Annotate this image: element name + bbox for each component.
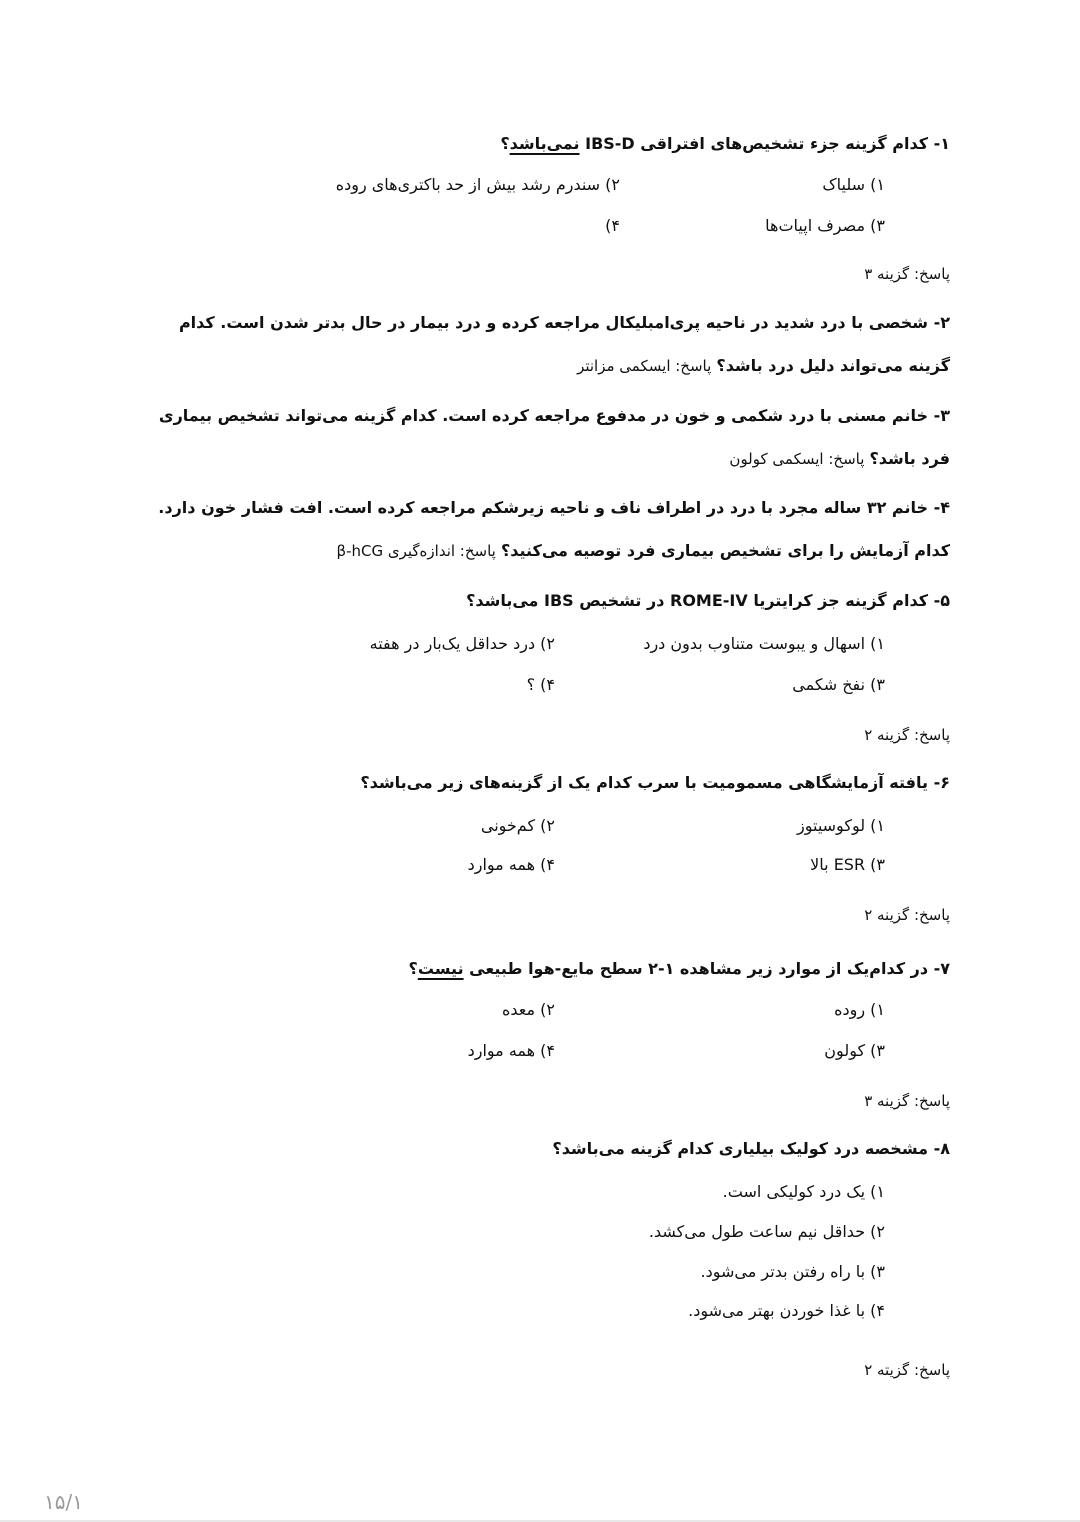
option: ۴) [605,216,620,235]
question-4-line-1: ۴- خانم ۳۲ ساله مجرد با درد در اطراف ناف و ناحیه زیرشکم مراجعه کرده است. افت فشار خون دارد. [158,498,950,517]
question-5: ۵- کدام گزینه جز کرایتریا ROME-IV در تشخیص IBS می‌باشد؟ [466,591,950,610]
option: ۳) ESR بالا [810,855,885,874]
option: ۴) با غذا خوردن بهتر می‌شود. [688,1301,885,1320]
question-mark: ؟ [500,134,510,153]
option: ۲) سندرم رشد بیش از حد باکتری‌های روده [335,175,620,194]
answer: پاسخ: گزینه ۲ [864,726,950,744]
question-3-line-1: ۳- خانم مسنی با درد شکمی و خون در مدفوع مراجعه کرده است. کدام گزینه می‌تواند تشخیص بیماری [158,406,950,425]
question-1 [500,132,950,156]
answer: پاسخ: ایسکمی مزانتر [577,357,712,375]
question-emphasis: نیست [417,959,464,978]
option: ۱) یک درد کولیکی است. [722,1182,885,1201]
option: ۴) ؟ [526,675,555,694]
option: ۱) اسهال و یبوست متناوب بدون درد [643,634,885,653]
question-text: فرد باشد؟ [869,449,950,468]
question-text: گزینه می‌تواند دلیل درد باشد؟ [716,356,950,375]
question-text: کدام آزمایش را برای تشخیص بیماری فرد توصیه می‌کنید؟ [500,541,950,560]
question-4-line-2 [337,539,951,563]
option: ۲) کم‌خونی [480,816,555,835]
question-emphasis: نمی‌باشد [509,134,580,153]
option: ۲) حداقل نیم ساعت طول می‌کشد. [648,1222,885,1241]
question-6: ۶- یافته آزمایشگاهی مسمومیت با سرب کدام یک از گزینه‌های زیر می‌باشد؟ [360,773,950,792]
question-3-line-2 [729,447,950,471]
option: ۱) لوکوسیتوز [797,816,885,835]
answer: پاسخ: گزینه ۳ [864,1092,950,1110]
question-8: ۸- مشخصه درد کولیک بیلیاری کدام گزینه می‌باشد؟ [552,1139,950,1158]
question-text: ۷- در کدام‌یک از موارد زیر مشاهده ۱-۲ سطح مایع-هوا طبیعی [463,959,950,978]
answer: پاسخ: ایسکمی کولون [729,450,865,468]
question-7 [409,957,950,981]
answer: پاسخ: گزیته ۲ [864,1361,950,1379]
question-mark: ؟ [408,959,418,978]
option: ۱) سلیاک [822,175,885,194]
option: ۳) با راه رفتن بدتر می‌شود. [700,1262,885,1281]
page-number: ۱۵/۱ [44,1490,83,1514]
option: ۲) معده [502,1000,555,1019]
answer: پاسخ: گزینه ۳ [864,265,950,283]
option: ۳) نفخ شکمی [792,675,885,694]
option: ۱) روده [834,1000,885,1019]
question-2-line-1: ۲- شخصی با درد شدید در ناحیه پری‌امبلیکال مراجعه کرده و درد بیمار در حال بدتر شدن است. کدام [178,313,950,332]
question-2-line-2 [577,354,950,378]
answer: پاسخ: گزینه ۲ [864,906,950,924]
option: ۳) مصرف اپیات‌ها [765,216,885,235]
question-text: ۱- کدام گزینه جزء تشخیص‌های افتراقی IBS-D [579,134,950,153]
option: ۳) کولون [824,1041,885,1060]
answer: پاسخ: اندازه‌گیری β-hCG [336,542,496,560]
option: ۲) درد حداقل یک‌بار در هفته [369,634,555,653]
option: ۴) همه موارد [467,855,555,874]
option: ۴) همه موارد [467,1041,555,1060]
